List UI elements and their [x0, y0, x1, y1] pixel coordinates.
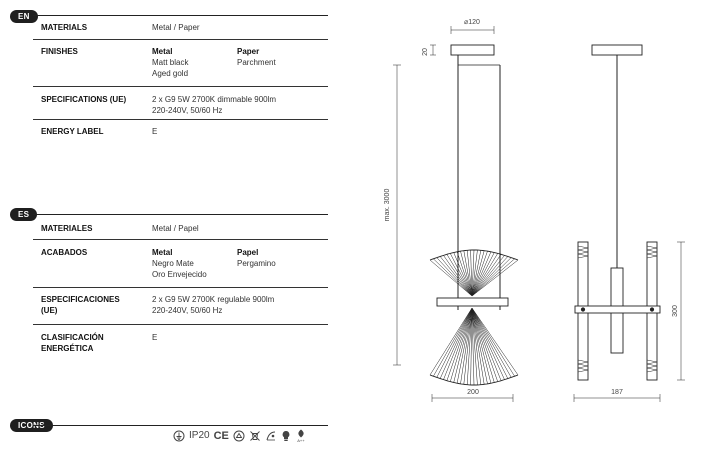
energy-class-text: A++	[297, 438, 305, 443]
finish-metal-head: Metal	[152, 248, 173, 257]
side-view	[574, 45, 685, 402]
es-spec-table	[33, 0, 328, 360]
energy-value: E	[152, 333, 158, 342]
divider	[33, 214, 328, 215]
materials-value: Metal / Paper	[152, 23, 200, 32]
finish-paper-head: Paper	[237, 47, 260, 56]
center-bar	[575, 306, 660, 313]
dim-width-front: 200	[467, 389, 479, 396]
paper-fan-lower	[430, 308, 518, 385]
finish-metal-item: Aged gold	[152, 69, 189, 78]
materials-label: MATERIALES	[41, 224, 93, 233]
energy-value: E	[152, 127, 158, 136]
joint	[650, 308, 653, 311]
energy-label: ENERGY LABEL	[41, 127, 104, 136]
dim-canopy-height: 20	[422, 48, 429, 56]
no-dispose-bin-icon	[249, 430, 261, 442]
led-bulb-icon	[281, 430, 291, 442]
recycle-icon	[233, 430, 245, 442]
specs-line: 220-240V, 50/60 Hz	[152, 306, 223, 315]
ce-mark-icon: CE	[213, 430, 229, 442]
certification-icons	[173, 428, 307, 444]
energy-label: ENERGÉTICA	[41, 344, 94, 353]
specs-line: 2 x G9 5W 2700K regulable 900lm	[152, 295, 275, 304]
lang-tag-es: ES	[10, 208, 37, 221]
specs-label: ESPECIFICACIONES	[41, 295, 120, 304]
paper-fan-upper	[430, 250, 518, 296]
finishes-label: ACABADOS	[41, 248, 88, 257]
energy-class-icon	[295, 429, 307, 443]
divider	[33, 287, 328, 288]
technical-drawing	[360, 10, 690, 405]
finish-paper-item: Parchment	[237, 58, 276, 67]
dim-canopy-diameter: ⌀120	[464, 19, 480, 26]
center-bar	[437, 298, 508, 306]
finish-metal-item: Matt black	[152, 58, 189, 67]
materials-label: MATERIALS	[41, 23, 88, 32]
fan-pleats	[430, 250, 518, 296]
specs-line: 2 x G9 5W 2700K dimmable 900lm	[152, 95, 277, 104]
front-view	[393, 26, 518, 402]
finish-paper-head: Papel	[237, 248, 259, 257]
dim-max-length: max. 3000	[384, 188, 391, 222]
icons-tag: ICONS	[10, 419, 53, 432]
class-ii-icon	[173, 430, 185, 442]
finishes-label: FINISHES	[41, 47, 78, 56]
materials-value: Metal / Papel	[152, 224, 199, 233]
finish-paper-item: Pergamino	[237, 259, 276, 268]
lang-tag-en: EN	[10, 10, 38, 23]
canopy	[451, 45, 494, 55]
joint	[581, 308, 584, 311]
finish-metal-item: Oro Envejecido	[152, 270, 207, 279]
finish-metal-item: Negro Mate	[152, 259, 194, 268]
specs-label: SPECIFICATIONS (UE)	[41, 95, 127, 104]
specs-line: 220-240V, 50/60 Hz	[152, 106, 223, 115]
finish-metal-head: Metal	[152, 47, 173, 56]
dimmable-icon	[265, 430, 277, 442]
fan-pleats	[430, 308, 518, 385]
dim-height-side: 300	[672, 305, 679, 317]
ip20-text: IP20	[189, 430, 210, 441]
dim-width-side: 187	[611, 389, 623, 396]
specs-label: (UE)	[41, 306, 58, 315]
divider	[33, 425, 328, 426]
canopy	[592, 45, 642, 55]
divider	[33, 239, 328, 240]
energy-label: CLASIFICACIÓN	[41, 333, 104, 342]
divider	[33, 324, 328, 325]
